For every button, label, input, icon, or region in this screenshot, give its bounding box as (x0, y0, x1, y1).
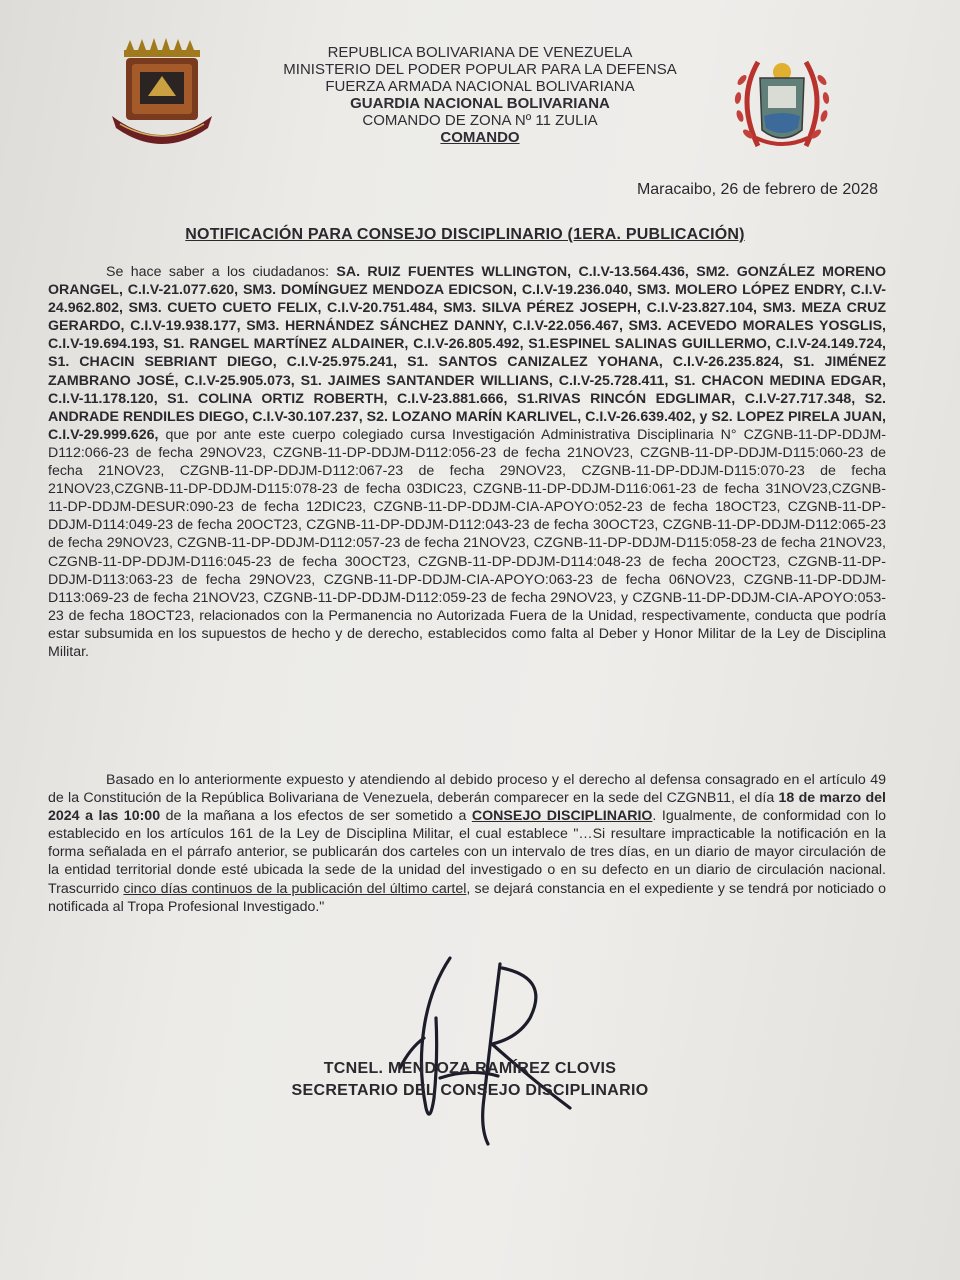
investigation-references: que por ante este cuerpo colegiado cursa Investigación Administrativa Disciplinaria N° CZGNB-11-DP-DDJM-D112:066-23 de fecha 29NOV23, CZGNB-11-DP-DDJM-D112:056-23 de fecha 21NOV23, CZGNB-11-DP-DDJM-D115:060-23 de fecha 21NOV23, CZGNB-11-DP-DDJM-D112:067-23 de fecha 29NOV23, CZGNB-11-DP-DDJM-D115:070-23 de fecha 21NOV23,CZGNB-11-DP-DDJM-D115:078-23 de fecha 03DIC23, CZGNB-11-DP-DDJM-D116:061-23 de fecha 31NOV23,CZGNB-11-DP-DDJM-DESUR:090-23 de fecha 12DIC23, CZGNB-11-DP-DDJM-CIA-APOYO:052-23 de fecha 18OCT23, CZGNB-11-DP-DDJM-D114:049-23 de fecha 20OCT23, CZGNB-11-DP-DDJM-D112:043-23 de fecha 30OCT23, CZGNB-11-DP-DDJM-D112:065-23 de fecha 29NOV23, CZGNB-11-DP-DDJM-D112:057-23 de fecha 21NOV23, CZGNB-11-DP-DDJM-D115:058-23 de fecha 21NOV23, CZGNB-11-DP-DDJM-D116:045-23 de fecha 30OCT23, CZGNB-11-DP-DDJM-D114:048-23 de fecha 20OCT23, CZGNB-11-DP-DDJM-D113:063-23 de fecha 29NOV23, CZGNB-11-DP-DDJM-CIA-APOYO:063-23 de fecha 06NOV23, CZGNB-11-DP-DDJM-D113:069-23 de fecha 21NOV23, CZGNB-11-DP-DDJM-D112:059-23 de fecha 29NOV23, y CZGNB-11-DP-DDJM-CIA-APOYO:053-23 de fecha 18OCT23, relacionados con la Permanencia no Autorizada Fuera de la Unidad, respectivamente, conducta que podría estar subsumida en los supuestos de hecho y de derecho, establecidos como falta al Deber y Honor Militar de la Ley de Disciplina Militar. (48, 426, 886, 660)
notification-paragraph (48, 263, 886, 661)
document-title: NOTIFICACIÓN PARA CONSEJO DISCIPLINARIO (1ERA. PUBLICACIÓN) (185, 226, 745, 243)
guardia-nacional-crest-icon (104, 36, 220, 148)
document-date: Maracaibo, 26 de febrero de 2028 (636, 181, 878, 198)
summoned-personnel-list: SA. RUIZ FUENTES WLLINGTON, C.I.V-13.564.436, SM2. GONZÁLEZ MORENO ORANGEL, C.I.V-21.077.620, SM3. DOMÍNGUEZ MENDOZA EDICSON, C.I.V-19.236.040, SM3. MOLERO LÓPEZ ENDRY, C.I.V-24.962.802, SM3. CUETO CUETO FELIX, C.I.V-20.751.484, SM3. SILVA PÉREZ JOSEPH, C.I.V-23.827.104, SM3. MEZA CRUZ GERARDO, C.I.V-19.938.177, SM3. HERNÁNDEZ SÁNCHEZ DANNY, C.I.V-22.056.467, SM3. ACEVEDO MORALES YOSGLIS, C.I.V-19.694.193, S1. RANGEL MARTÍNEZ ALDAINER, C.I.V-26.805.492, S1.ESPINEL SALINAS GUILLERMO, C.I.V-24.149.724, S1. CHACIN SEBRIANT DIEGO, C.I.V-25.975.241, S1. SANTOS CANIZALEZ YOHANA, C.I.V-26.235.824, S1. JIMÉNEZ ZAMBRANO JOSÉ, C.I.V-25.905.073, S1. JAIMES SANTANDER WILLIANS, C.I.V-25.728.411, S1. CHACON MEDINA EDGAR, C.I.V-11.178.120, S1. COLINA ORTIZ ROBERTH, C.I.V-23.881.666, S1.RIVAS RINCÓN EDGLIMAR, C.I.V-27.717.348, S2. ANDRADE RENDILES DIEGO, C.I.V-30.107.237, S2. LOZANO MARÍN KARLIVEL, C.I.V-26.639.402, y S2. LOPEZ PIRELA JUAN, C.I.V-29.999.626, (48, 264, 886, 443)
letterhead (230, 44, 730, 146)
signatory-role: SECRETARIO DEL CONSEJO DISCIPLINARIO (291, 1082, 649, 1099)
summons-text-1: Basado en lo anteriormente expuesto y atendiendo al debido proceso y el derecho al defensa consagrado en el artículo 49 de la Constitución de la República Bolivariana de Venezuela, deberán comparecer en la sede del CZGNB11, el día (48, 772, 886, 807)
signatory-block (0, 1058, 940, 1102)
summons-text-2: de la mañana a los efectos de ser sometido a (160, 808, 472, 825)
header-line-ministerio: MINISTERIO DEL PODER POPULAR PARA LA DEFENSA (283, 61, 677, 78)
zona-11-zulia-emblem-icon (728, 50, 836, 158)
hearing-date: 18 de marzo del 2024 a las 10:00 (48, 790, 886, 825)
summons-paragraph (48, 771, 886, 916)
summons-text-4: , se dejará constancia en el expediente y se tendrá por noticiado o notificada al Tropa Profesional Investigado." (48, 880, 887, 915)
consejo-disciplinario-label: CONSEJO DISCIPLINARIO (471, 808, 653, 825)
header-line-comando-zona: COMANDO DE ZONA Nº 11 ZULIA (362, 112, 598, 129)
summons-text-3: . Igualmente, de conformidad con lo establecido en los artículos 161 de la Ley de Disciplina Militar, el cual establece "…Si resultare impracticable la notificación en la forma señalada en el párrafo anterior, se publicarán dos carteles con un intervalo de tres días, en un diario de mayor circulación de la entidad territorial donde esté ubicada la sede de la unidad del investigado o en su defecto en un diario de circulación nacional. Trascurrido (48, 808, 886, 897)
handwritten-signature (380, 948, 580, 1148)
paragraph-lead: Se hace saber a los ciudadanos: (106, 264, 337, 280)
five-days-clause: cinco días continuos de la publicación del último cartel (123, 880, 467, 897)
header-line-fuerza-armada: FUERZA ARMADA NACIONAL BOLIVARIANA (325, 78, 635, 95)
header-line-republica: REPUBLICA BOLIVARIANA DE VENEZUELA (327, 44, 633, 61)
header-line-guardia: GUARDIA NACIONAL BOLIVARIANA (350, 95, 610, 112)
header-line-comando: COMANDO (440, 129, 520, 146)
signatory-name: TCNEL. MENDOZA RAMÍREZ CLOVIS (323, 1060, 617, 1077)
